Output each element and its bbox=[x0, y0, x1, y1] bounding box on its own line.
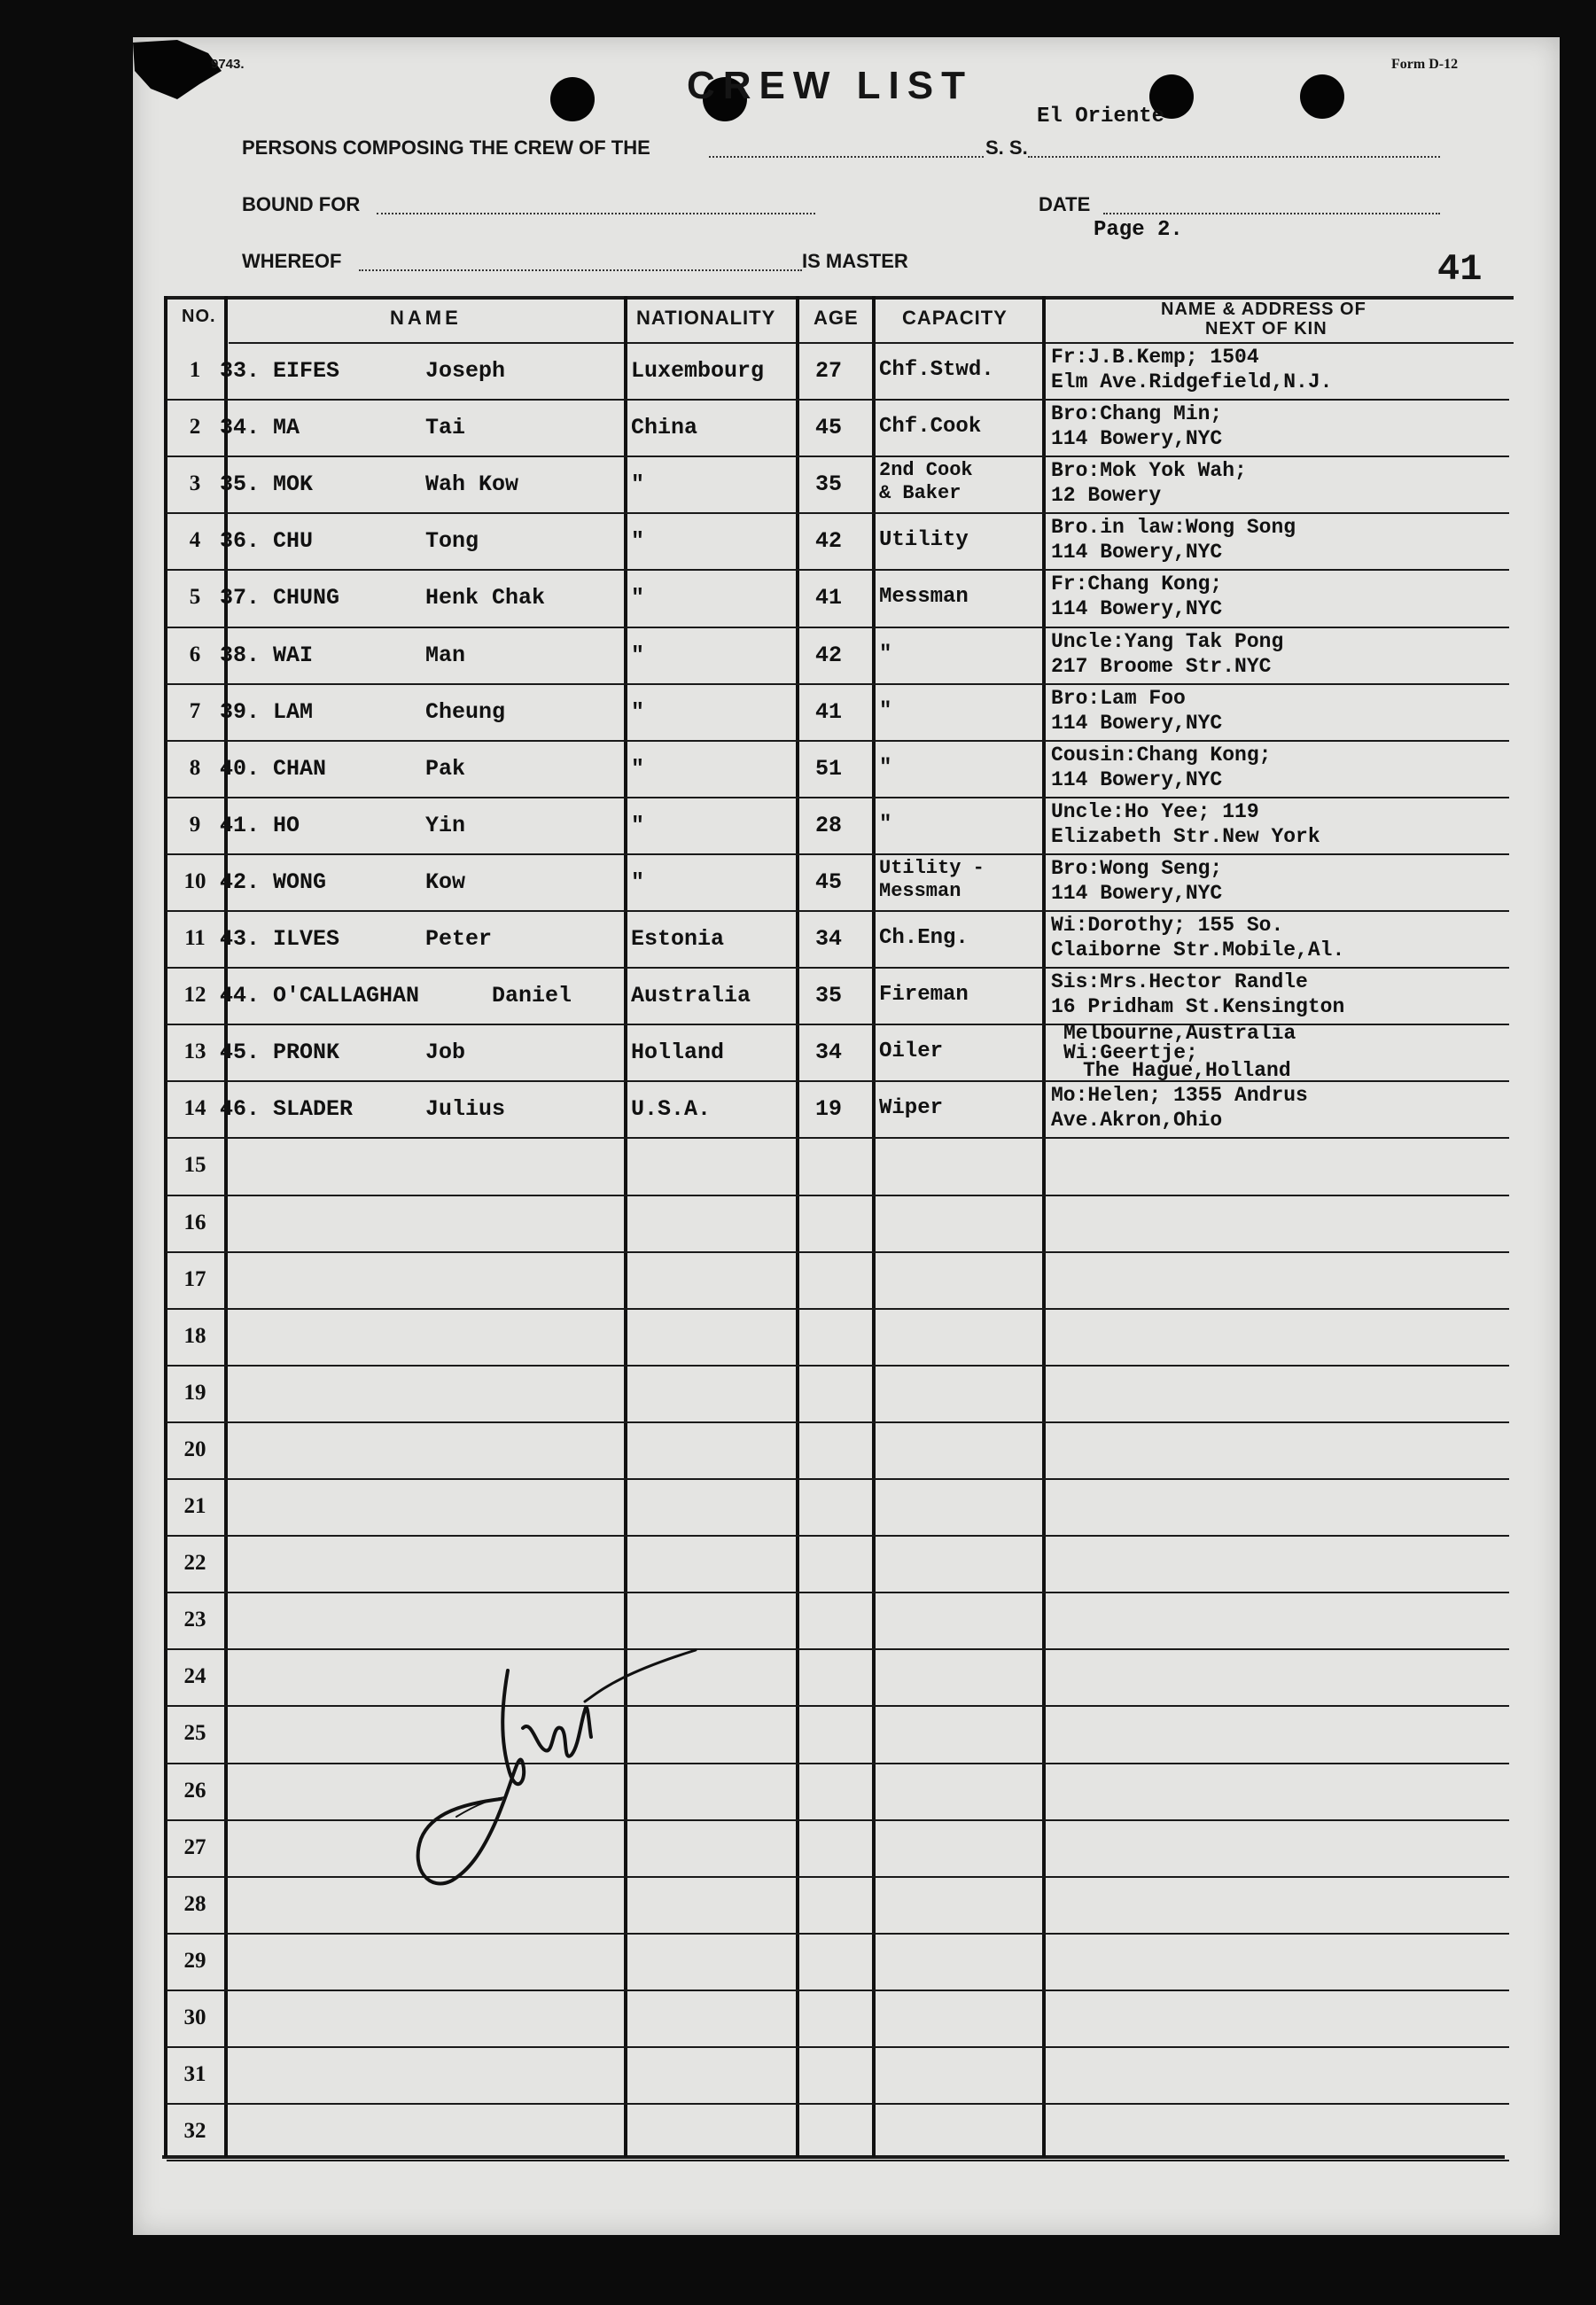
row-number: 9 bbox=[189, 812, 201, 837]
kin-line-2: Elizabeth Str.New York bbox=[1051, 824, 1320, 848]
kin-line-3: The Hague,Holland bbox=[1083, 1059, 1291, 1083]
row-number: 8 bbox=[189, 755, 201, 780]
header-age: AGE bbox=[814, 307, 859, 329]
crew-surname: ILVES bbox=[273, 926, 340, 952]
crew-nationality: " bbox=[631, 471, 645, 498]
row-divider bbox=[167, 853, 1509, 855]
crew-given-name: Julius bbox=[425, 1096, 506, 1123]
row-number: 11 bbox=[184, 926, 206, 950]
row-number: 18 bbox=[183, 1323, 206, 1348]
crew-age: 42 bbox=[815, 528, 843, 555]
entry-number: 34. bbox=[220, 415, 261, 441]
row-number: 31 bbox=[183, 2062, 206, 2086]
crew-capacity: Fireman bbox=[879, 983, 969, 1008]
crew-age: 34 bbox=[815, 926, 843, 952]
row-divider bbox=[167, 1195, 1509, 1196]
crew-surname: MA bbox=[273, 415, 300, 441]
row-divider bbox=[167, 569, 1509, 571]
entry-number: 37. bbox=[220, 585, 261, 611]
row-number: 16 bbox=[183, 1210, 206, 1234]
row-number: 13 bbox=[183, 1040, 206, 1064]
kin-line-1: Uncle:Ho Yee; 119 bbox=[1051, 799, 1259, 823]
row-number: 27 bbox=[183, 1834, 206, 1859]
row-divider bbox=[167, 1308, 1509, 1310]
crew-age: 42 bbox=[815, 642, 843, 668]
crew-capacity: Utility - bbox=[879, 856, 985, 879]
whereof-label: WHEREOF bbox=[242, 250, 342, 272]
row-divider bbox=[167, 797, 1509, 798]
kin-line-2: 114 Bowery,NYC bbox=[1051, 541, 1223, 565]
row-divider bbox=[167, 2160, 1509, 2161]
entry-number: 39. bbox=[220, 698, 261, 725]
header-bottom-border bbox=[229, 342, 1514, 344]
row-number: 24 bbox=[183, 1664, 206, 1689]
entry-number: 35. bbox=[220, 471, 261, 498]
kin-line-1: Bro:Wong Seng; bbox=[1051, 856, 1223, 880]
header-kin-2: NEXT OF KIN bbox=[1205, 319, 1327, 339]
bound-for-dotline bbox=[377, 213, 815, 214]
kin-line-2: 114 Bowery,NYC bbox=[1051, 767, 1223, 791]
row-divider bbox=[167, 967, 1509, 969]
row-divider bbox=[167, 1592, 1509, 1593]
kin-line-1: Bro:Mok Yok Wah; bbox=[1051, 459, 1247, 483]
crew-nationality: Holland bbox=[631, 1040, 725, 1066]
row-divider bbox=[167, 1365, 1509, 1367]
entry-number: 46. bbox=[220, 1096, 261, 1123]
crew-surname: LAM bbox=[273, 698, 314, 725]
crew-age: 19 bbox=[815, 1096, 843, 1123]
crew-given-name: Tong bbox=[425, 528, 479, 555]
ss-dotline bbox=[1028, 156, 1440, 158]
row-divider bbox=[167, 399, 1509, 401]
crew-nationality: " bbox=[631, 698, 645, 725]
crew-nationality: " bbox=[631, 642, 645, 668]
bound-for-label: BOUND FOR bbox=[242, 193, 361, 215]
entry-number: 38. bbox=[220, 642, 261, 668]
form-id: Form D-12 bbox=[1391, 57, 1459, 72]
crew-capacity: Wiper bbox=[879, 1096, 944, 1121]
ship-name: El Oriente bbox=[1037, 105, 1165, 128]
kin-line-1: Bro:Lam Foo bbox=[1051, 686, 1186, 710]
crew-given-name: Kow bbox=[425, 868, 466, 895]
master-dotline bbox=[359, 269, 802, 271]
row-divider bbox=[167, 683, 1509, 685]
crew-capacity: " bbox=[879, 755, 892, 780]
row-divider bbox=[167, 910, 1509, 912]
crew-nationality: U.S.A. bbox=[631, 1096, 712, 1123]
crew-nationality: Luxembourg bbox=[631, 358, 765, 384]
row-number: 14 bbox=[183, 1096, 206, 1121]
kin-line-2: 12 Bowery bbox=[1051, 484, 1162, 508]
header-kin-1: NAME & ADDRESS OF bbox=[1161, 300, 1366, 319]
date-dotline bbox=[1103, 213, 1440, 214]
row-divider bbox=[167, 1933, 1509, 1935]
crew-surname: SLADER bbox=[273, 1096, 354, 1123]
crew-capacity: Chf.Stwd. bbox=[879, 358, 994, 382]
crew-age: 45 bbox=[815, 868, 843, 895]
form-title: CREW LIST bbox=[687, 64, 973, 107]
crew-given-name: Job bbox=[425, 1040, 466, 1066]
row-number: 2 bbox=[189, 415, 201, 440]
entry-number: 43. bbox=[220, 926, 261, 952]
persons-label: PERSONS COMPOSING THE CREW OF THE bbox=[242, 136, 650, 159]
kin-line-2: Ave.Akron,Ohio bbox=[1051, 1109, 1223, 1133]
crew-surname: HO bbox=[273, 812, 300, 838]
punch-hole-1 bbox=[550, 77, 595, 121]
crew-surname: PRONK bbox=[273, 1040, 340, 1066]
entry-number: 45. bbox=[220, 1040, 261, 1066]
col-border-nationality bbox=[796, 296, 799, 2157]
row-divider bbox=[167, 1535, 1509, 1537]
crew-nationality: Estonia bbox=[631, 926, 725, 952]
header-no: NO. bbox=[182, 307, 216, 326]
row-number: 19 bbox=[183, 1380, 206, 1405]
row-divider bbox=[167, 1763, 1509, 1764]
crew-nationality: " bbox=[631, 755, 645, 782]
crew-age: 45 bbox=[815, 415, 843, 441]
row-number: 4 bbox=[189, 528, 201, 553]
kin-line-1: Mo:Helen; 1355 Andrus bbox=[1051, 1084, 1308, 1108]
crew-nationality: Australia bbox=[631, 983, 751, 1009]
master-signature bbox=[403, 1639, 722, 1905]
row-number: 25 bbox=[183, 1721, 206, 1746]
kin-line-1: Sis:Mrs.Hector Randle bbox=[1051, 970, 1308, 994]
crew-given-name: Peter bbox=[425, 926, 493, 952]
row-number: 5 bbox=[189, 585, 201, 610]
crew-surname: CHAN bbox=[273, 755, 327, 782]
row-number: 29 bbox=[183, 1948, 206, 1973]
row-number: 21 bbox=[183, 1494, 206, 1518]
kin-line-2: 114 Bowery,NYC bbox=[1051, 427, 1223, 451]
crew-age: 34 bbox=[815, 1040, 843, 1066]
crew-age: 27 bbox=[815, 358, 843, 384]
kin-line-2: 217 Broome Str.NYC bbox=[1051, 654, 1272, 678]
row-number: 7 bbox=[189, 698, 201, 723]
crew-age: 51 bbox=[815, 755, 843, 782]
row-divider bbox=[167, 1137, 1509, 1139]
row-number: 20 bbox=[183, 1437, 206, 1461]
crew-age: 41 bbox=[815, 698, 843, 725]
row-divider bbox=[167, 1819, 1509, 1821]
row-divider bbox=[167, 512, 1509, 514]
kin-line-2: 114 Bowery,NYC bbox=[1051, 597, 1223, 621]
row-number: 32 bbox=[183, 2119, 206, 2144]
row-divider bbox=[167, 1080, 1509, 1082]
crew-capacity: Messman bbox=[879, 585, 969, 610]
row-number: 17 bbox=[183, 1266, 206, 1291]
crew-capacity: " bbox=[879, 812, 892, 837]
entry-number: 36. bbox=[220, 528, 261, 555]
entry-number: 33. bbox=[220, 358, 261, 384]
page-note: Page 2. bbox=[1094, 218, 1183, 242]
row-divider bbox=[167, 1251, 1509, 1253]
kin-line-1: Wi:Dorothy; 155 So. bbox=[1051, 914, 1284, 937]
row-divider bbox=[167, 1705, 1509, 1707]
entry-number: 40. bbox=[220, 755, 261, 782]
row-divider bbox=[167, 627, 1509, 628]
row-number: 12 bbox=[183, 983, 206, 1008]
header-capacity: CAPACITY bbox=[902, 307, 1008, 329]
crew-nationality: " bbox=[631, 812, 645, 838]
crew-capacity: Chf.Cook bbox=[879, 415, 982, 440]
crew-given-name: Man bbox=[425, 642, 466, 668]
header-nationality: NATIONALITY bbox=[636, 307, 776, 329]
row-number: 3 bbox=[189, 471, 201, 496]
row-divider bbox=[167, 1024, 1509, 1025]
crew-capacity: " bbox=[879, 698, 892, 723]
entry-number: 44. bbox=[220, 983, 261, 1009]
row-divider bbox=[167, 456, 1509, 457]
kin-line-1: Cousin:Chang Kong; bbox=[1051, 743, 1272, 767]
crew-age: 35 bbox=[815, 471, 843, 498]
kin-line-1: Fr:Chang Kong; bbox=[1051, 572, 1223, 596]
crew-given-name: Pak bbox=[425, 755, 466, 782]
kin-line-2: Wi:Geertje; bbox=[1063, 1041, 1198, 1065]
kin-line-2: 114 Bowery,NYC bbox=[1051, 881, 1223, 905]
row-number: 28 bbox=[183, 1891, 206, 1916]
date-label: DATE bbox=[1039, 193, 1091, 215]
col-border-no bbox=[224, 296, 228, 2157]
kin-line-2: 16 Pridham St.Kensington bbox=[1051, 995, 1345, 1019]
crew-surname: MOK bbox=[273, 471, 314, 498]
sheet-number: 41 bbox=[1437, 248, 1483, 291]
kin-line-2: Claiborne Str.Mobile,Al. bbox=[1051, 938, 1345, 962]
row-number: 1 bbox=[189, 358, 201, 382]
crew-given-name: Joseph bbox=[425, 358, 506, 384]
row-divider bbox=[167, 1421, 1509, 1423]
crew-given-name: Yin bbox=[425, 812, 466, 838]
crew-surname: WONG bbox=[273, 868, 327, 895]
kin-line-2: Elm Ave.Ridgefield,N.J. bbox=[1051, 370, 1333, 393]
crew-capacity: 2nd Cook bbox=[879, 459, 973, 482]
kin-line-1: Uncle:Yang Tak Pong bbox=[1051, 629, 1284, 653]
row-number: 6 bbox=[189, 642, 201, 666]
row-divider bbox=[167, 1876, 1509, 1878]
kin-line-2: 114 Bowery,NYC bbox=[1051, 711, 1223, 735]
crew-capacity: Utility bbox=[879, 528, 969, 553]
crew-list-sheet bbox=[133, 37, 1560, 2235]
crew-nationality: " bbox=[631, 585, 645, 611]
crew-given-name: Daniel bbox=[492, 983, 572, 1009]
is-master-label: IS MASTER bbox=[802, 250, 908, 272]
crew-capacity: Ch.Eng. bbox=[879, 926, 969, 950]
crew-given-name: Cheung bbox=[425, 698, 506, 725]
row-divider bbox=[167, 2103, 1509, 2105]
punch-hole-4 bbox=[1300, 74, 1344, 119]
row-number: 30 bbox=[183, 2005, 206, 2029]
col-border-left bbox=[164, 296, 167, 2157]
row-number: 23 bbox=[183, 1608, 206, 1632]
row-divider bbox=[167, 1648, 1509, 1650]
kin-line-1: Bro.in law:Wong Song bbox=[1051, 516, 1296, 540]
row-number: 15 bbox=[183, 1153, 206, 1178]
row-divider bbox=[167, 1990, 1509, 1991]
crew-nationality: " bbox=[631, 868, 645, 895]
crew-capacity-line2: & Baker bbox=[879, 482, 961, 505]
row-number: 10 bbox=[183, 868, 206, 893]
crew-age: 35 bbox=[815, 983, 843, 1009]
crew-capacity-line2: Messman bbox=[879, 879, 961, 902]
kin-line-1: Fr:J.B.Kemp; 1504 bbox=[1051, 346, 1259, 369]
crew-given-name: Henk Chak bbox=[425, 585, 546, 611]
crew-age: 28 bbox=[815, 812, 843, 838]
col-border-age bbox=[872, 296, 876, 2157]
crew-given-name: Wah Kow bbox=[425, 471, 519, 498]
crew-surname: WAI bbox=[273, 642, 314, 668]
table-bottom-border bbox=[162, 2155, 1505, 2159]
crew-nationality: China bbox=[631, 415, 698, 441]
kin-line-1: Melbourne,Australia bbox=[1063, 1022, 1296, 1046]
row-number: 22 bbox=[183, 1551, 206, 1576]
crew-nationality: " bbox=[631, 528, 645, 555]
row-divider bbox=[167, 740, 1509, 742]
entry-number: 42. bbox=[220, 868, 261, 895]
row-divider bbox=[167, 2046, 1509, 2048]
row-divider bbox=[167, 1478, 1509, 1480]
kin-line-1: Bro:Chang Min; bbox=[1051, 402, 1223, 426]
header-name: NAME bbox=[390, 307, 462, 329]
row-number: 26 bbox=[183, 1778, 206, 1803]
entry-number: 41. bbox=[220, 812, 261, 838]
ship-dotline bbox=[709, 156, 984, 158]
crew-surname: CHUNG bbox=[273, 585, 340, 611]
corner-code: 9743. bbox=[211, 57, 245, 72]
crew-surname: EIFES bbox=[273, 358, 340, 384]
crew-given-name: Tai bbox=[425, 415, 466, 441]
crew-capacity: " bbox=[879, 642, 892, 666]
crew-surname: CHU bbox=[273, 528, 314, 555]
crew-age: 41 bbox=[815, 585, 843, 611]
ss-label: S. S. bbox=[985, 136, 1028, 159]
crew-surname: O'CALLAGHAN bbox=[273, 983, 420, 1009]
crew-capacity: Oiler bbox=[879, 1040, 944, 1064]
col-border-capacity bbox=[1042, 296, 1046, 2157]
